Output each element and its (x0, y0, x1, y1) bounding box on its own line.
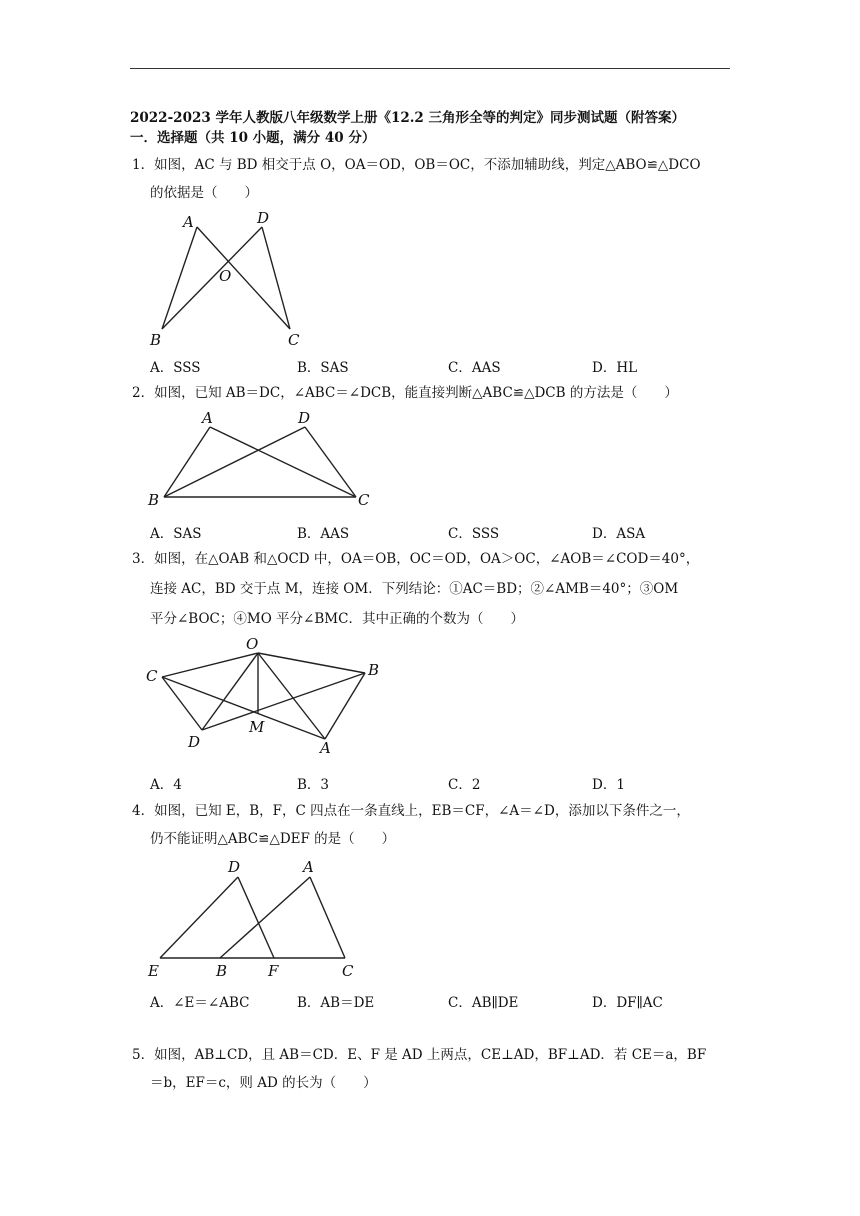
question-text: 如图，已知 E，B，F，C 四点在一条直线上，EB＝CF，∠A＝∠D，添加以下条件之一， (154, 803, 690, 819)
header-rule (130, 68, 730, 69)
option-b[interactable]: B．SAS (297, 360, 349, 376)
label-E: E (148, 962, 159, 980)
question-3-line3: 平分∠BOC；④MO 平分∠BMC．其中正确的个数为（ ） (150, 611, 524, 627)
label-D: D (188, 733, 201, 751)
option-d[interactable]: D．ASA (592, 526, 646, 542)
question-4-line2: 仍不能证明△ABC≌△DEF 的是（ ） (150, 831, 396, 847)
question-number: 2． (132, 385, 155, 401)
label-C: C (358, 491, 370, 509)
question-text: 如图，在△OAB 和△OCD 中，OA＝OB，OC＝OD，OA＞OC，∠AOB＝∠COD＝40°， (154, 551, 700, 567)
figure-q2 (140, 405, 390, 513)
label-O: O (219, 267, 232, 285)
option-b[interactable]: B．3 (297, 777, 330, 793)
label-D: D (257, 209, 270, 227)
question-text: 如图，AC 与 BD 相交于点 O，OA＝OD，OB＝OC，不添加辅助线，判定△ABO≌△DCO (154, 157, 701, 173)
label-A: A (202, 409, 213, 427)
label-B: B (148, 491, 160, 509)
label-A: A (303, 858, 314, 876)
option-b[interactable]: B．AAS (297, 526, 350, 542)
option-c[interactable]: C．SSS (448, 526, 500, 542)
question-3-line2: 连接 AC，BD 交于点 M，连接 OM．下列结论：①AC＝BD；②∠AMB＝40°；③OM (150, 581, 679, 597)
option-a[interactable]: A．4 (150, 777, 182, 793)
option-b[interactable]: B．AB＝DE (297, 995, 375, 1011)
option-c[interactable]: C．AB∥DE (448, 995, 519, 1011)
question-3 (132, 550, 699, 568)
option-c[interactable]: C．2 (448, 777, 481, 793)
label-D: D (228, 858, 241, 876)
label-M: M (249, 718, 265, 736)
question-2 (132, 384, 678, 402)
figure-q3 (140, 635, 390, 760)
question-number: 4． (132, 803, 155, 819)
label-O: O (246, 635, 259, 653)
label-A: A (320, 739, 331, 757)
option-a[interactable]: A．SSS (150, 360, 201, 376)
option-d[interactable]: D．HL (592, 360, 638, 376)
question-number: 5． (132, 1047, 155, 1063)
label-B: B (150, 331, 162, 349)
label-B: B (216, 962, 228, 980)
question-text: 如图，AB⊥CD，且 AB＝CD．E、F 是 AD 上两点，CE⊥AD，BF⊥AD．若 CE＝a，BF (154, 1047, 707, 1063)
label-C: C (342, 962, 354, 980)
option-c[interactable]: C．AAS (448, 360, 501, 376)
label-C: C (146, 667, 158, 685)
option-a[interactable]: A．SAS (150, 526, 202, 542)
label-D: D (298, 409, 311, 427)
question-5 (132, 1046, 706, 1064)
figure-q1 (140, 205, 320, 350)
option-a[interactable]: A．∠E＝∠ABC (150, 995, 250, 1011)
question-5-line2: ＝b，EF＝c，则 AD 的长为（ ） (150, 1075, 377, 1091)
label-A: A (183, 213, 194, 231)
label-F: F (268, 962, 279, 980)
question-number: 1． (132, 157, 155, 173)
question-1-line2: 的依据是（ ） (150, 185, 258, 201)
label-C: C (288, 331, 300, 349)
section-heading: 一．选择题（共 10 小题，满分 40 分） (130, 130, 376, 146)
question-text: 如图，已知 AB＝DC，∠ABC＝∠DCB，能直接判断△ABC≌△DCB 的方法是（ ） (154, 385, 678, 401)
question-1 (132, 156, 701, 174)
option-d[interactable]: D．1 (592, 777, 625, 793)
document-title: 2022-2023 学年人教版八年级数学上册《12.2 三角形全等的判定》同步测试题（附答案） (130, 110, 686, 126)
label-B: B (368, 661, 380, 679)
question-4 (132, 802, 690, 820)
option-d[interactable]: D．DF∥AC (592, 995, 663, 1011)
question-number: 3． (132, 551, 155, 567)
figure-q4 (140, 852, 370, 982)
